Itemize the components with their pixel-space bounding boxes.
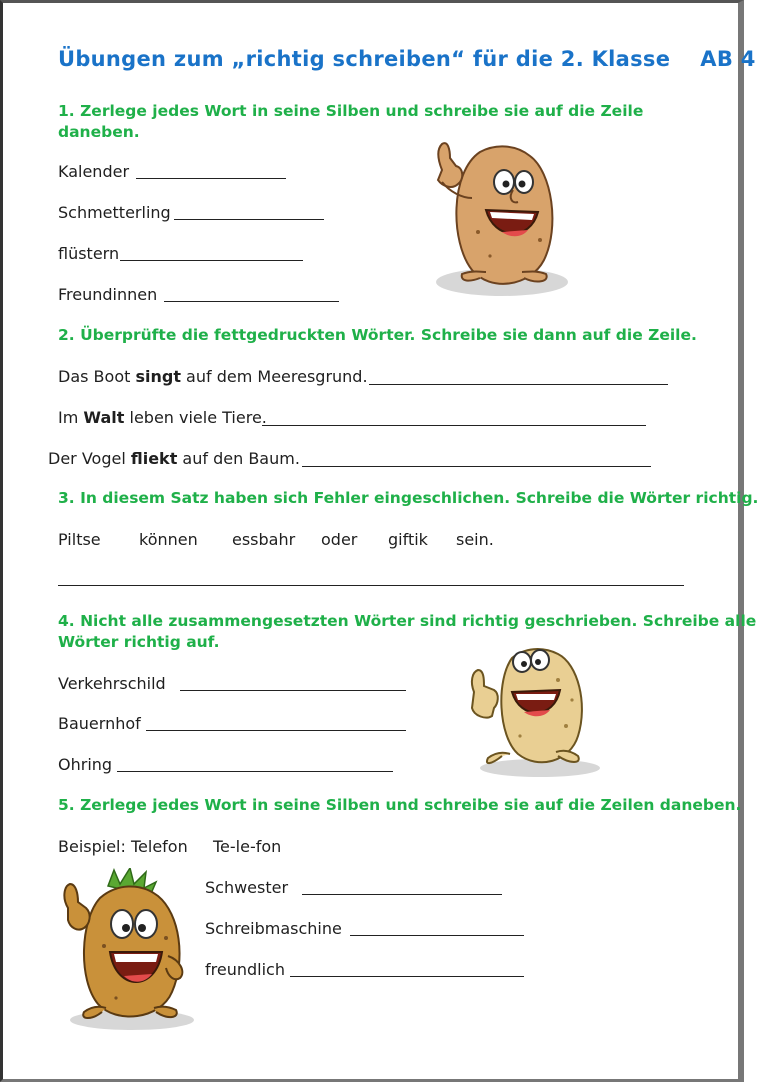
task1-heading-line1: 1. Zerlege jedes Wort in seine Silben und schreibe sie auf die Zeile — [58, 102, 644, 120]
potato-thumbs-up-illustration-3 — [56, 868, 201, 1032]
example-answer: Te-le-fon — [213, 837, 282, 856]
task1-word: Freundinnen — [58, 285, 158, 304]
task4-heading-line1: 4. Nicht alle zusammengesetzten Wörter sind richtig geschrieben. Schreibe alle — [58, 612, 757, 630]
potato-thumbs-up-illustration-2 — [462, 640, 607, 780]
task1-word: Schmetterling — [58, 203, 171, 222]
task3-word: essbahr — [232, 530, 296, 549]
task5-word: Schreibmaschine — [205, 919, 342, 938]
task3-word: giftik — [388, 530, 428, 549]
answer-line[interactable] — [350, 935, 524, 936]
task4-word: Bauernhof — [58, 714, 141, 733]
task4-heading-line2: Wörter richtig auf. — [58, 633, 220, 651]
answer-line[interactable] — [117, 771, 393, 772]
task3-word: können — [139, 530, 198, 549]
task1-heading-line2: daneben. — [58, 123, 140, 141]
answer-line[interactable] — [136, 178, 286, 179]
task4-word: Ohring — [58, 755, 113, 774]
task2-sentence: Das Boot singt auf dem Meeresgrund. — [58, 367, 368, 386]
task2-sentence: Im Walt leben viele Tiere. — [58, 408, 267, 427]
task3-word: Piltse — [58, 530, 101, 549]
task3-word: oder — [321, 530, 358, 549]
answer-line[interactable] — [120, 260, 303, 261]
answer-line[interactable] — [290, 976, 524, 977]
task5-word: Schwester — [205, 878, 289, 897]
task2-sentence: Der Vogel fliekt auf den Baum. — [48, 449, 300, 468]
task5-heading: 5. Zerlege jedes Wort in seine Silben und schreibe sie auf die Zeilen daneben. — [58, 796, 742, 814]
answer-line[interactable] — [302, 894, 502, 895]
task3-word: sein. — [456, 530, 494, 549]
sheet-code: AB 4 — [700, 47, 756, 71]
answer-line[interactable] — [369, 384, 668, 385]
answer-line[interactable] — [164, 301, 339, 302]
answer-line[interactable] — [302, 466, 651, 467]
example-label: Beispiel: Telefon — [58, 837, 188, 856]
task2-heading: 2. Überprüfte die fettgedruckten Wörter. Schreibe sie dann auf die Zeile. — [58, 326, 697, 344]
answer-line[interactable] — [146, 730, 406, 731]
worksheet-title: Übungen zum „richtig schreiben“ für die 2. Klasse AB 4 — [58, 47, 756, 71]
answer-line[interactable] — [174, 219, 324, 220]
answer-line[interactable] — [58, 585, 684, 586]
task5-word: freundlich — [205, 960, 285, 979]
answer-line[interactable] — [262, 425, 646, 426]
task1-word: flüstern — [58, 244, 120, 263]
answer-line[interactable] — [180, 690, 406, 691]
task3-heading: 3. In diesem Satz haben sich Fehler eingeschlichen. Schreibe die Wörter richtig. — [58, 489, 759, 507]
task4-word: Verkehrschild — [58, 674, 166, 693]
task1-word: Kalender — [58, 162, 130, 181]
potato-thumbs-up-illustration-1 — [420, 132, 580, 304]
